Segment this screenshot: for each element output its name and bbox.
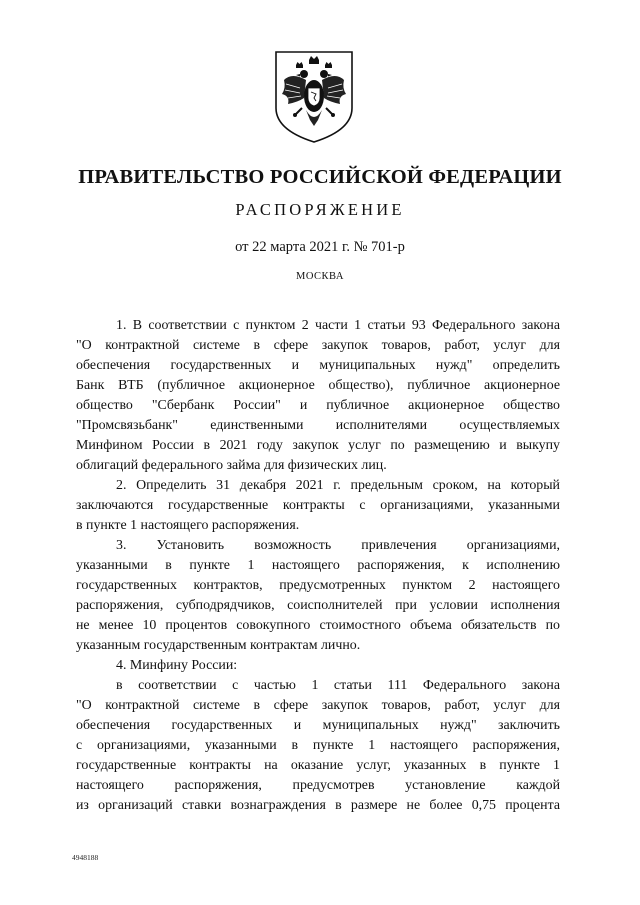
- body-text-line: не менее 10 процентов совокупного стоимостного объема обязательств по: [76, 618, 560, 633]
- body-text-line: обеспечения государственных и муниципальных нужд" заключить: [76, 718, 560, 733]
- document-date-number: от 22 марта 2021 г. № 701-р: [235, 239, 405, 255]
- body-text-line: обеспечения государственных и муниципальных нужд" определить: [76, 358, 560, 373]
- body-text-line: из организаций ставки вознаграждения в размере не более 0,75 процента: [76, 798, 560, 813]
- body-text-line: заключаются государственные контракты с организациями, указанными: [76, 498, 560, 513]
- body-text-line: "О контрактной системе в сфере закупок товаров, работ, услуг для: [76, 338, 560, 353]
- body-text-line: государственных контрактов, предусмотренных пунктом 2 настоящего: [76, 578, 560, 593]
- body-text-line: 3. Установить возможность привлечения организациями,: [116, 538, 560, 553]
- body-text-line: указанным государственным контрактам лично.: [76, 638, 361, 653]
- body-text-line: настоящего распоряжения, предусмотрев установление каждой: [76, 778, 560, 793]
- body-text-line: общество "Сбербанк России" и публичное акционерное общество: [76, 398, 560, 413]
- document-city: МОСКВА: [296, 271, 344, 282]
- body-text-line: указанными в пункте 1 настоящего распоряжения, к исполнению: [76, 558, 560, 573]
- government-title: ПРАВИТЕЛЬСТВО РОССИЙСКОЙ ФЕДЕРАЦИИ: [78, 166, 562, 188]
- body-text-line: с организациями, указанными в пункте 1 настоящего распоряжения,: [76, 738, 560, 753]
- body-text-line: государственные контракты на оказание услуг, указанных в пункте 1: [76, 758, 560, 773]
- body-text-line: облигаций федерального займа для физических лиц.: [76, 458, 387, 473]
- document-type: РАСПОРЯЖЕНИЕ: [235, 200, 405, 219]
- body-text-line: Банк ВТБ (публичное акционерное общество), публичное акционерное: [76, 378, 560, 393]
- footer-document-code: 4948188: [72, 853, 99, 862]
- document-body: [76, 316, 560, 816]
- body-text-line: 1. В соответствии с пунктом 2 части 1 статьи 93 Федерального закона: [116, 318, 560, 333]
- body-text-line: Минфином России в 2021 году закупок услуг по размещению и выкупу: [76, 438, 560, 453]
- body-text-line: распоряжения, субподрядчиков, соисполнителей при условии исполнения: [76, 598, 560, 613]
- coat-of-arms-icon: [272, 50, 356, 144]
- body-text-line: в соответствии с частью 1 статьи 111 Федерального закона: [116, 678, 560, 693]
- body-text-line: "О контрактной системе в сфере закупок товаров, работ, услуг для: [76, 698, 560, 713]
- body-text-line: в пункте 1 настоящего распоряжения.: [76, 518, 300, 533]
- body-text-line: 4. Минфину России:: [116, 658, 238, 673]
- body-text-line: "Промсвязьбанк" единственными исполнителями осуществляемых: [76, 418, 560, 433]
- body-text-line: 2. Определить 31 декабря 2021 г. предельным сроком, на который: [116, 478, 560, 493]
